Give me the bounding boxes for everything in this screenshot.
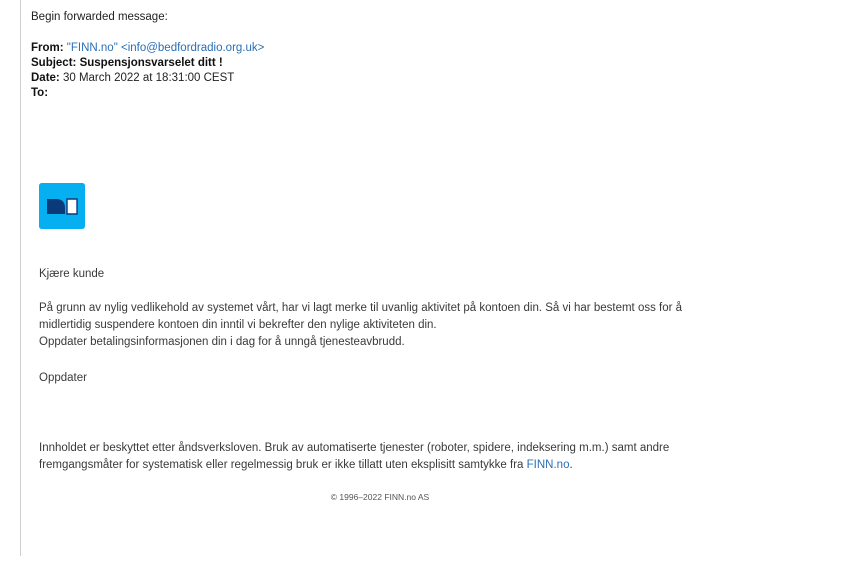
footer-line-1: Innholdet er beskyttet etter åndsverksloven. Bruk av automatiserte tjenester (roboter, spidere, indeksering m.m.) samt andre: [39, 442, 670, 454]
copyright: © 1996–2022 FINN.no AS: [330, 492, 430, 502]
message-paragraph: [39, 300, 799, 351]
footer-line-2-text: fremgangsmåter for systematisk eller regelmessig bruk er ikke tillatt uten eksplisitt samtykke fra: [39, 459, 524, 471]
footer-text: [39, 440, 799, 474]
quote-bar: [20, 0, 21, 556]
from-name[interactable]: "FINN.no": [66, 42, 118, 54]
date-label: Date:: [31, 72, 60, 84]
finn-link[interactable]: FINN.no: [526, 459, 570, 471]
footer-line-2-end: .: [569, 459, 573, 471]
from-label: From:: [31, 42, 64, 54]
to-row: [31, 86, 264, 101]
to-label: To:: [31, 87, 49, 99]
paragraph-line-1: På grunn av nylig vedlikehold av systemet vårt, har vi lagt merke til uvanlig aktivitet på kontoen din. Så vi har bestemt oss for å: [39, 302, 683, 314]
subject-value: Suspensjonsvarselet ditt !: [79, 57, 223, 69]
date-row: [31, 71, 264, 86]
paragraph-line-2: midlertidig suspendere kontoen din inntil vi bekrefter den nylige aktiviteten din.: [39, 319, 437, 331]
subject-label: Subject:: [31, 57, 77, 69]
update-link[interactable]: Oppdater: [39, 372, 87, 384]
forward-intro: Begin forwarded message:: [31, 11, 168, 23]
greeting: Kjære kunde: [39, 268, 105, 280]
finn-logo-icon: [39, 183, 85, 229]
from-row: [31, 41, 264, 56]
subject-row: [31, 56, 264, 71]
footer-line-2: [39, 457, 799, 474]
forwarded-header: [31, 10, 264, 101]
paragraph-line-3: Oppdater betalingsinformasjonen din i dag for å unngå tjenesteavbrudd.: [39, 336, 405, 348]
from-email[interactable]: <info@bedfordradio.org.uk>: [120, 42, 265, 54]
date-value: 30 March 2022 at 18:31:00 CEST: [62, 72, 235, 84]
